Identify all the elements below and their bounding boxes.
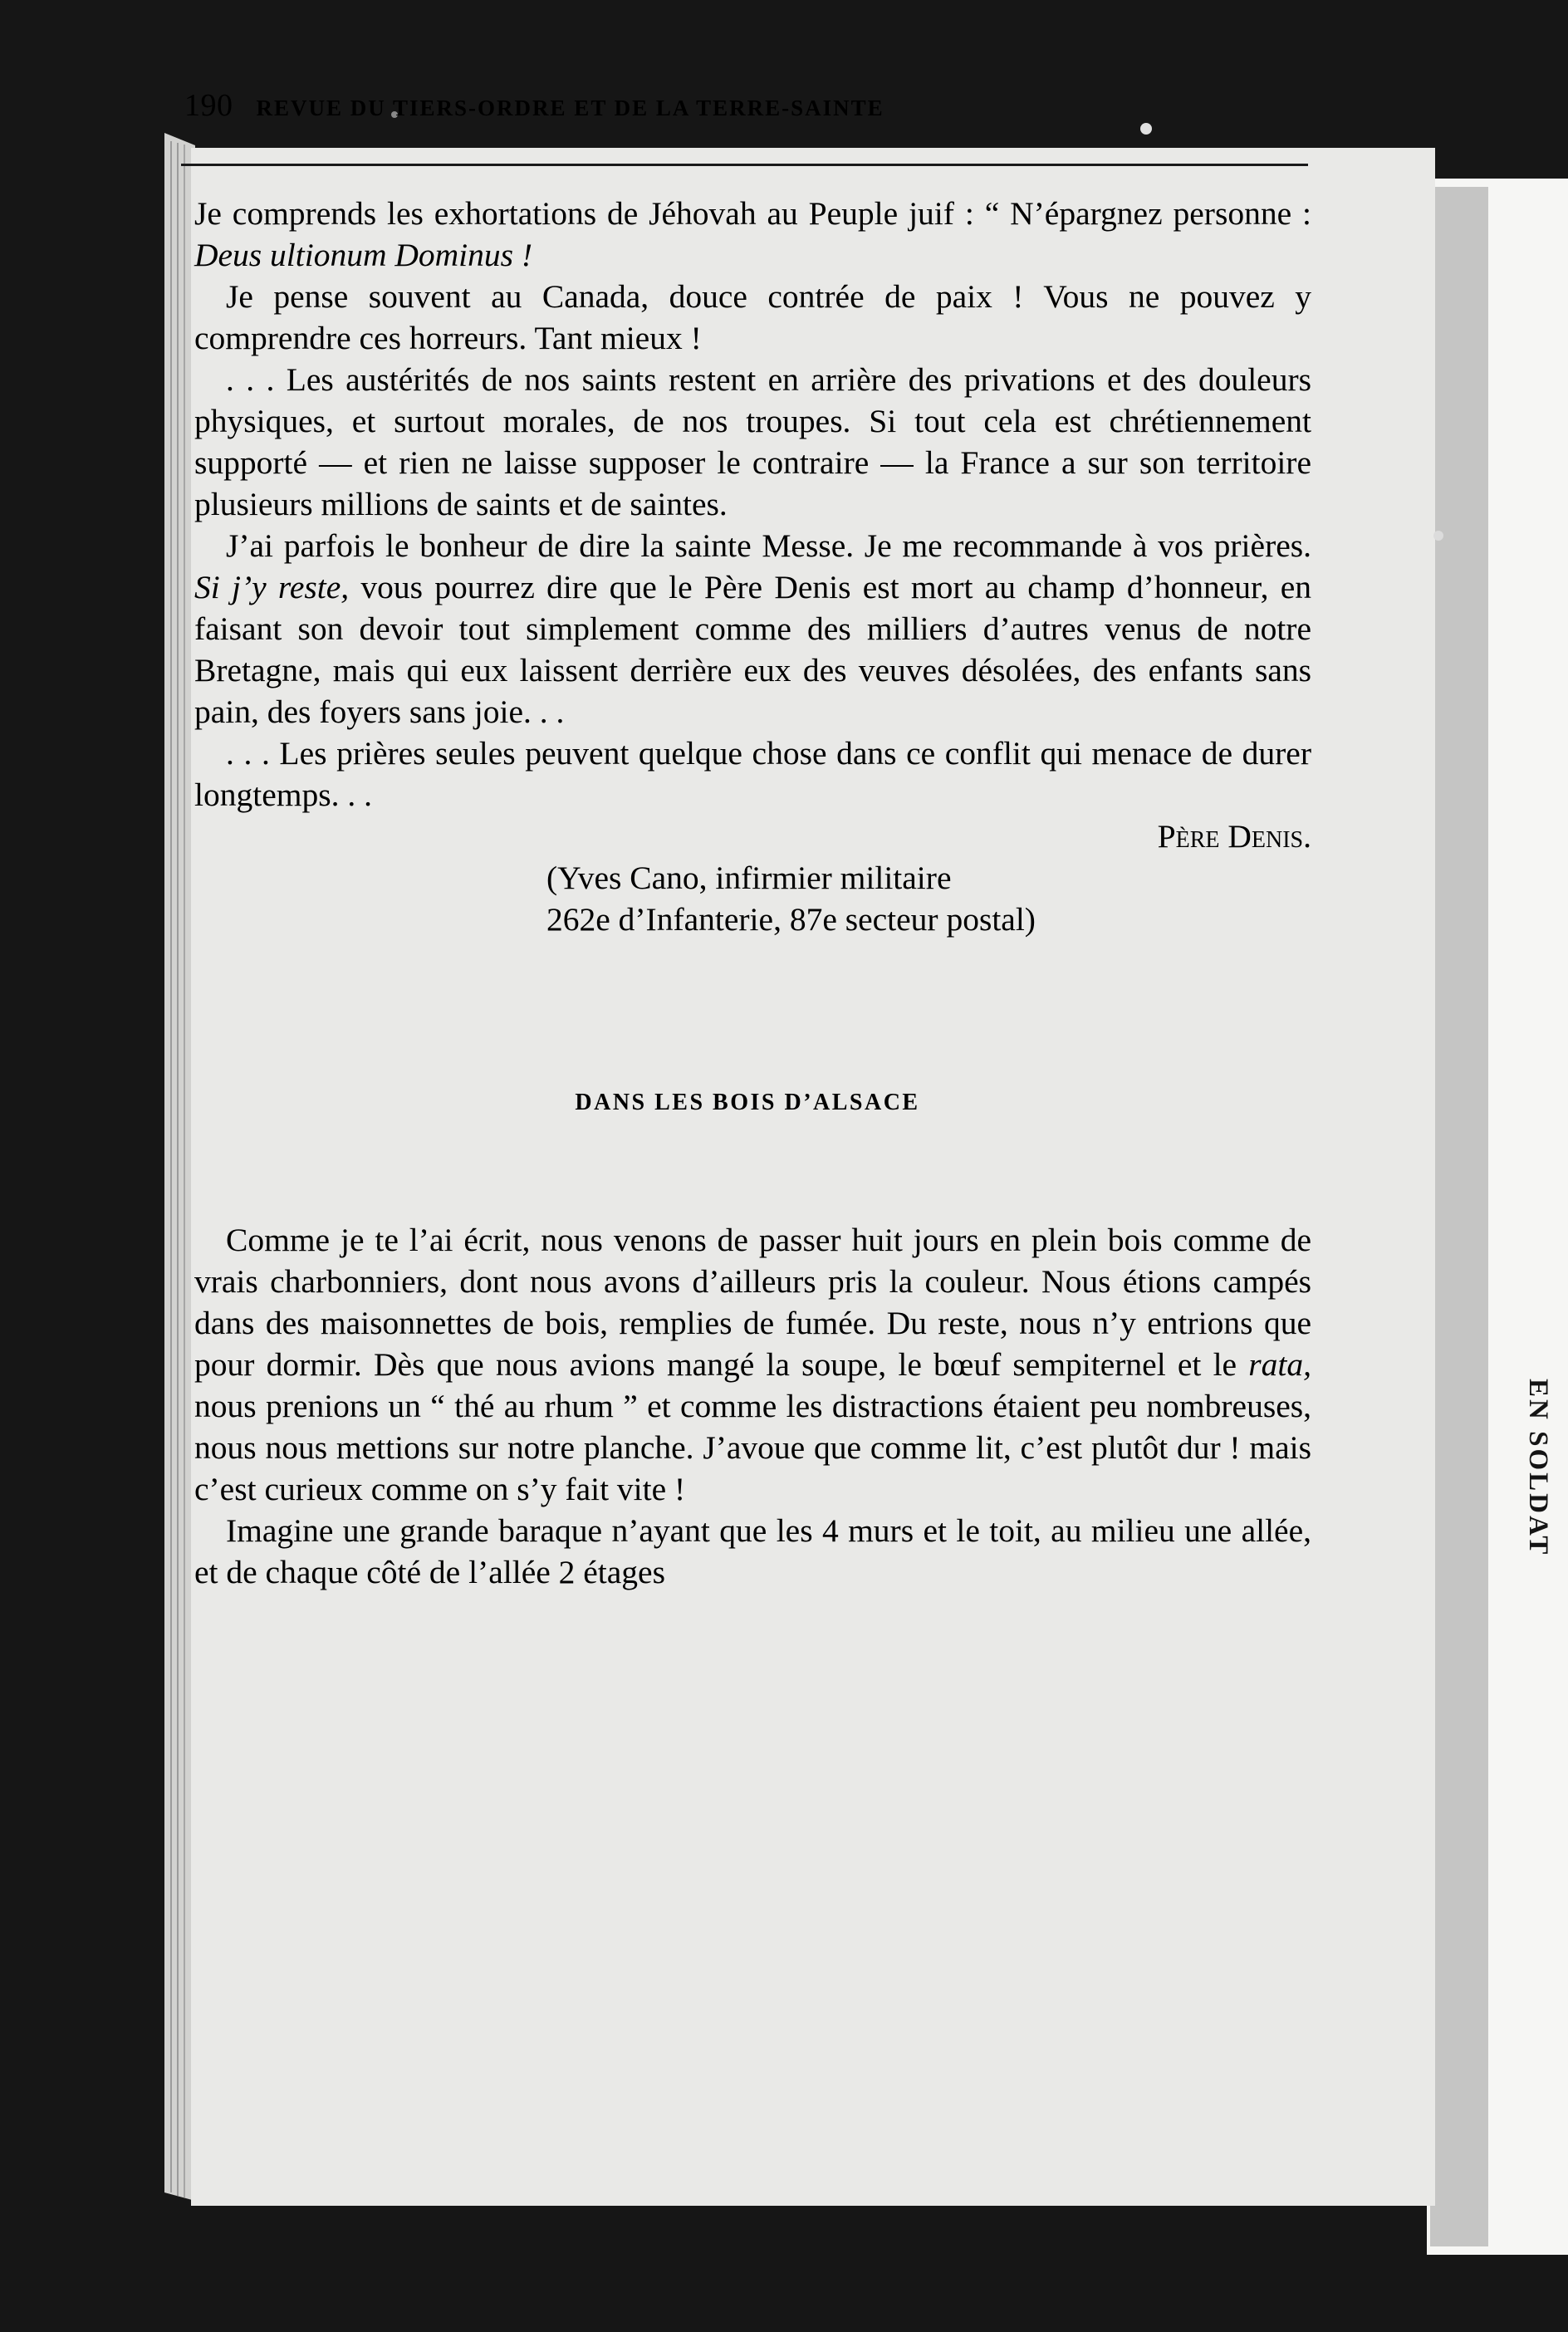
paragraph-3: . . . Les austérités de nos saints restent en arrière des privations et des douleurs physiques, et surtout morales, de nos troupes. Si tout cela est chrétiennement supporté — et rien ne laisse supposer le contraire — la France a sur son territoire plusieurs millions de saints et de saintes. bbox=[194, 361, 1311, 522]
paragraph-5: . . . Les prières seules peuvent quelque chose dans ce conflit qui menace de durer longtemps. . . bbox=[194, 735, 1311, 813]
page-number: 190 bbox=[184, 88, 233, 123]
page-edges bbox=[164, 133, 195, 2201]
author-caption bbox=[194, 857, 1311, 940]
running-header bbox=[184, 87, 1314, 124]
running-title: REVUE DU TIERS-ORDRE ET DE LA TERRE-SAINTE bbox=[256, 96, 884, 120]
paragraph-2: Je pense souvent au Canada, douce contrée de paix ! Vous ne pouvez y comprendre ces horreurs. Tant mieux ! bbox=[194, 278, 1311, 356]
signature: Père Denis. bbox=[1157, 818, 1311, 855]
caption-line-2: 262e d’Infanterie, 87e secteur postal) bbox=[546, 901, 1036, 938]
section-paragraph-2: Imagine une grande baraque n’ayant que les 4 murs et le toit, au milieu une allée, et de chaque côté de l’allée 2 étages bbox=[194, 1512, 1311, 1590]
letter-body bbox=[194, 193, 1311, 940]
section-paragraph-1: Comme je te l’ai écrit, nous venons de passer huit jours en plein bois comme de vrais charbonniers, dont nous avons d’ailleurs pris la couleur. Nous étions campés dans des maisonnettes de bois, remplies de fumée. Du reste, nous n’y entrions que pour dormir. Dès que nous avions mangé la soupe, le bœuf sempiternel et le rata, nous prenions un “ thé au rhum ” et comme les distractions étaient peu nombreuses, nous nous mettions sur notre planche. J’avoue que comme lit, c’est plutôt dur ! mais c’est curieux comme on s’y fait vite ! bbox=[194, 1222, 1311, 1507]
section-body bbox=[194, 1219, 1311, 1593]
facing-page-spine-text: EN SOLDAT bbox=[1523, 1379, 1553, 1557]
header-rule bbox=[181, 164, 1308, 166]
caption-line-1: (Yves Cano, infirmier militaire bbox=[546, 860, 952, 896]
paragraph-1: Je comprends les exhortations de Jéhovah au Peuple juif : “ N’épargnez personne : Deus ultionum Dominus ! bbox=[194, 195, 1311, 273]
paragraph-4: J’ai parfois le bonheur de dire la sainte Messe. Je me recommande à vos prières. Si j’y reste, vous pourrez dire que le Père Denis est mort au champ d’honneur, en faisant son devoir tout simplement comme des milliers d’autres venus de notre Bretagne, mais qui eux laissent derrière eux des veuves désolées, des enfants sans pain, des foyers sans joie. . . bbox=[194, 527, 1312, 730]
section-title: DANS LES BOIS D’ALSACE bbox=[575, 1090, 920, 1115]
